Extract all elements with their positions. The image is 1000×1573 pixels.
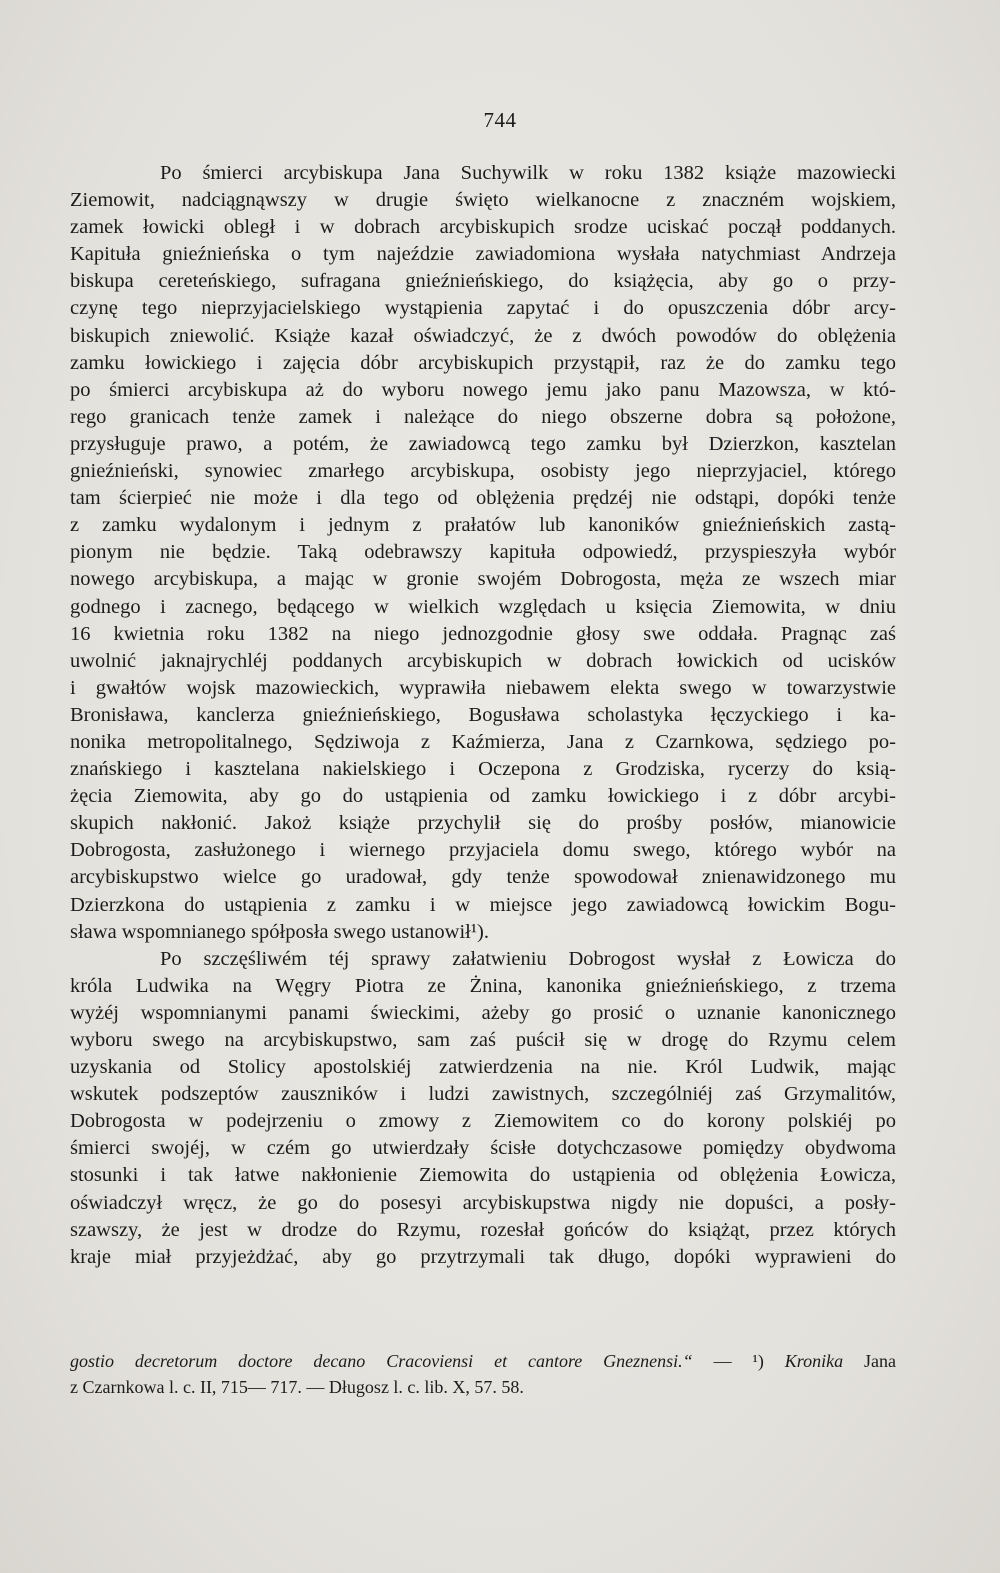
text-line: po śmierci arcybiskupa aż do wyboru nowego jemu jako panu Mazowsza, w któ- — [70, 378, 896, 401]
text-line: Dobrogosta w podejrzeniu o zmowy z Ziemowitem co do korony polskiéj po — [70, 1110, 896, 1133]
text-line: zamku łowickiego i zajęcia dóbr arcybiskupich przystąpił, raz że do zamku tego — [70, 351, 896, 374]
footnote-latin-quote: gostio decretorum doctore decano Cracoviensi et cantore Gneznensi.“ — [70, 1351, 693, 1371]
text-line: arcybiskupstwo wielce go uradował, gdy tenże spowodował znienawidzonego mu — [70, 866, 896, 889]
text-line: biskupich zniewolić. Książe kazał oświadczyć, że z dwóch powodów do oblężenia — [70, 324, 896, 347]
text-line: Po śmierci arcybiskupa Jana Suchywilk w roku 1382 książe mazowiecki — [160, 162, 896, 184]
text-line: wskutek podszeptów zauszników i ludzi zawistnych, szczególniéj zaś Grzymalitów, — [70, 1083, 896, 1106]
text-line: wyboru swego na arcybiskupstwo, sam zaś puścił się w drogę do Rzymu celem — [70, 1029, 896, 1051]
text-line: czynę tego nieprzyjacielskiego wystąpienia zapytać i do opuszczenia dóbr arcy- — [70, 297, 896, 320]
text-line: nonika metropolitalnego, Sędziwoja z Kaźmierza, Jana z Czarnkowa, sędziego po- — [70, 730, 896, 753]
text-line: kraje miał przyjeżdżać, aby go przytrzymali tak długo, dopóki wyprawieni do — [70, 1245, 896, 1268]
text-line: gnieźnieński, synowiec zmarłego arcybiskupa, osobisty jego nieprzyjaciel, którego — [70, 460, 896, 483]
text-line: Po szczęśliwém téj sprawy załatwieniu Dobrogost wysłał z Łowicza do — [160, 947, 896, 970]
text-line: Dobrogosta, zasłużonego i wiernego przyjaciela domu swego, którego wybór na — [70, 839, 896, 862]
footnote-source-author: Jana — [843, 1351, 896, 1371]
text-line: śmierci swojéj, w czém go utwierdzały ścisłe dotychczasowe pomiędzy obydwoma — [70, 1137, 896, 1160]
footnote-line: z Czarnkowa l. c. II, 715— 717. — Długosz l. c. lib. X, 57. 58. — [70, 1377, 524, 1397]
body-text — [70, 160, 896, 1271]
text-line: Kapituła gnieźnieńska o tym najeździe zawiadomiona wysłała natychmiast Andrzeja — [70, 243, 896, 266]
text-line: stosunki i tak łatwe nakłonienie Ziemowita do ustąpienia od oblężenia Łowicza, — [70, 1164, 896, 1187]
footnote-line — [70, 1348, 896, 1374]
footnotes — [70, 1348, 896, 1400]
text-line: skupich nakłonić. Jakoż książe przychylił się do prośby posłów, mianowicie — [70, 812, 896, 835]
text-line: znańskiego i kasztelana nakielskiego i Oczepona z Grodziska, rycerzy do ksią- — [70, 758, 896, 781]
text-line: Bronisława, kanclerza gnieźnieńskiego, Bogusława scholastyka łęczyckiego i ka- — [70, 703, 896, 726]
text-line: pionym nie będzie. Taką odebrawszy kapituła odpowiedź, przyspieszyła wybór — [70, 541, 896, 564]
text-line: króla Ludwika na Węgry Piotra ze Żnina, kanonika gnieźnieńskiego, z trzema — [70, 974, 896, 997]
text-line: biskupa cereteńskiego, sufragana gnieźnieńskiego, do książęcia, aby go o przy- — [70, 270, 896, 293]
text-line: 16 kwietnia roku 1382 na niego jednozgodnie głosy swe oddała. Pragnąc zaś — [70, 622, 896, 645]
text-line: przysługuje prawo, a potém, że zawiadowcą tego zamku był Dzierzkon, kasztelan — [70, 432, 896, 455]
text-line: nowego arcybiskupa, a mając w gronie swojém Dobrogosta, męża ze wszech miar — [70, 568, 896, 591]
text-line: uwolnić jaknajrychléj poddanych arcybiskupich w dobrach łowickich od ucisków — [70, 649, 896, 672]
footnote-marker: — ¹) — [692, 1351, 785, 1371]
page-number: 744 — [483, 108, 517, 132]
text-line: tam ścierpieć nie może i dla tego od oblężenia prędzéj nie odstąpi, dopóki tenże — [70, 487, 896, 510]
text-line: rego granicach tenże zamek i należące do niego obszerne dobra są położone, — [70, 405, 896, 428]
footnote-source-title: Kronika — [784, 1351, 844, 1371]
text-line: szawszy, że jest w drodze do Rzymu, rozesłał gońców do książąt, przez których — [70, 1218, 896, 1241]
text-line: Ziemowit, nadciągnąwszy w drugie święto wielkanocne z znaczném wojskiem, — [70, 189, 896, 212]
text-line: godnego i zacnego, będącego w wielkich względach u księcia Ziemowita, w dniu — [70, 595, 896, 618]
text-line: sława wspomnianego spółposła swego ustanowił¹). — [70, 920, 489, 943]
text-line: z zamku wydalonym i jednym z prałatów lub kanoników gnieźnieńskich zastą- — [70, 514, 896, 537]
text-line: i gwałtów wojsk mazowieckich, wyprawiła niebawem elekta swego w towarzystwie — [70, 676, 896, 699]
text-line: oświadczył wręcz, że go do posesyi arcybiskupstwa nigdy nie dopuści, a posły- — [70, 1191, 896, 1214]
text-line: uzyskania od Stolicy apostolskiéj zatwierdzenia na nie. Król Ludwik, mając — [70, 1056, 896, 1079]
text-line: żęcia Ziemowita, aby go do ustąpienia od zamku łowickiego i z dóbr arcybi- — [70, 785, 896, 808]
text-line: wyżéj wspomnianymi panami świeckimi, ażeby go prosić o uznanie kanonicznego — [70, 1001, 896, 1024]
text-line: zamek łowicki obległ i w dobrach arcybiskupich srodze uciskać począł poddanych. — [70, 216, 896, 239]
text-line: Dzierzkona do ustąpienia z zamku i w miejsce jego zawiadowcą łowickim Bogu- — [70, 893, 896, 916]
